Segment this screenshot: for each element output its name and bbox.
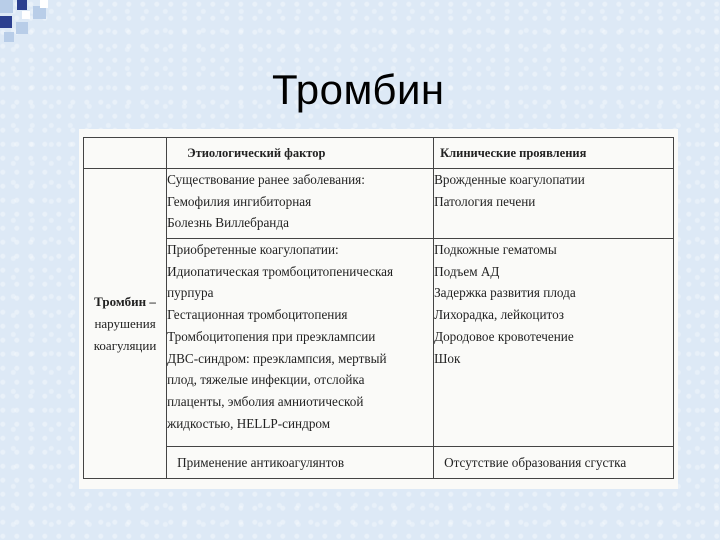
factor-line: Идиопатическая тромбоцитопеническая	[167, 263, 394, 279]
factor-line: плаценты, эмболия амниотической	[167, 393, 364, 409]
symptom-cell	[434, 447, 674, 479]
lead-line: нарушения	[94, 315, 156, 331]
lead-bold: Тромбин –	[94, 293, 156, 309]
factor-line: Применение антикоагулянтов	[177, 455, 345, 470]
scanned-table-image	[79, 129, 678, 489]
table-row	[84, 169, 674, 239]
factor-cell	[167, 239, 434, 447]
factor-line: ДВС-синдром: преэклампсия, мертвый	[167, 350, 387, 366]
factor-line: Существование ранее заболевания:	[167, 172, 365, 187]
symptom-line: Задержка развития плода	[434, 285, 576, 301]
table-row	[84, 239, 674, 447]
etiology-table	[83, 137, 674, 479]
table-row	[84, 447, 674, 479]
symptom-line: Лихорадка, лейкоцитоз	[434, 307, 564, 323]
symptom-line: Подкожные гематомы	[434, 242, 557, 257]
symptom-line: Шок	[434, 350, 461, 366]
factor-line: пурпура	[167, 285, 214, 301]
factor-line: Гестационная тромбоцитопения	[167, 307, 348, 323]
corner-decoration	[0, 0, 60, 45]
table-header-row	[84, 138, 674, 169]
factor-cell	[167, 447, 434, 479]
factor-line: жидкостью, HELLP-синдром	[167, 415, 331, 431]
header-cell-empty	[84, 138, 167, 169]
factor-line: Приобретенные коагулопатии:	[167, 242, 339, 257]
symptom-line: Врожденные коагулопатии	[434, 172, 585, 187]
slide-title: Тромбин	[272, 66, 445, 113]
factor-line: Тромбоцитопения при преэклампсии	[167, 328, 376, 344]
symptom-cell	[434, 239, 674, 447]
factor-line: Гемофилия ингибиторная	[167, 193, 312, 209]
header-clinical: Клинические проявления	[434, 138, 674, 169]
symptom-line: Отсутствие образования сгустка	[444, 455, 627, 470]
factor-line: Болезнь Виллебранда	[167, 215, 289, 231]
symptom-line: Патология печени	[434, 193, 536, 209]
factor-cell	[167, 169, 434, 239]
header-etiology: Этиологический фактор	[167, 138, 434, 169]
symptom-line: Дородовое кровотечение	[434, 328, 574, 344]
symptom-line: Подъем АД	[434, 263, 500, 279]
symptom-cell	[434, 169, 674, 239]
lead-cell	[84, 169, 167, 479]
lead-line: коагуляции	[93, 337, 157, 353]
factor-line: плод, тяжелые инфекции, отслойка	[167, 372, 365, 388]
